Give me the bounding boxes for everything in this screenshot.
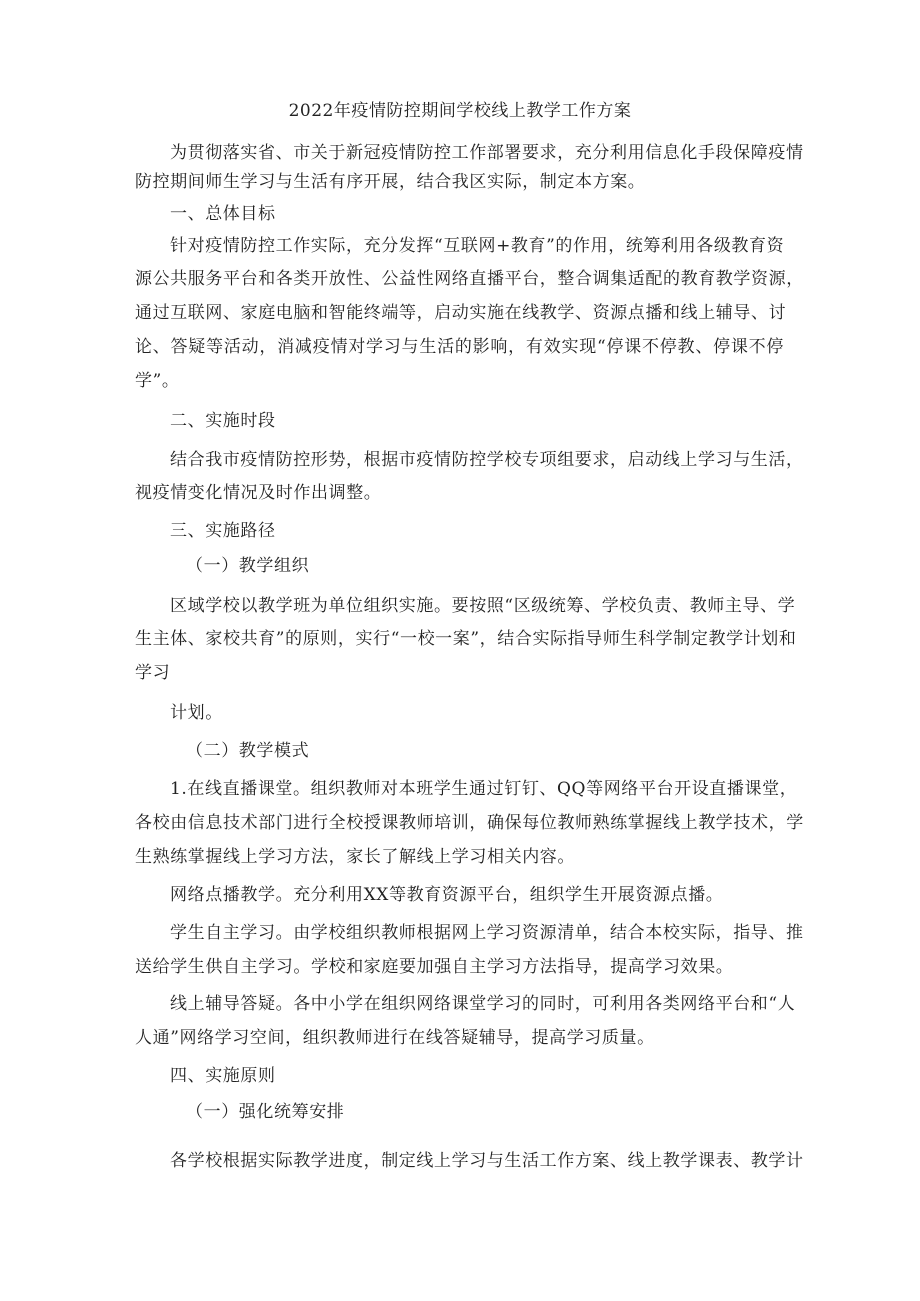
paragraph-line: 线上辅导答疑。各中小学在组织网络课堂学习的同时，可利用各类网络平台和“人 — [170, 994, 796, 1014]
paragraph-line: 网络点播教学。充分利用XX等教育资源平台，组织学生开展资源点播。 — [170, 885, 724, 905]
paragraph-line: 生熟练掌握线上学习方法，家长了解线上学习相关内容。 — [135, 847, 575, 867]
paragraph-line: 各校由信息技术部门进行全校授课教师培训，确保每位教师熟练掌握线上教学技术，学 — [135, 813, 804, 833]
paragraph-line: 学生自主学习。由学校组织教师根据网上学习资源清单，结合本校实际，指导、推 — [170, 923, 804, 943]
subsection-heading-1: （一）教学组织 — [186, 556, 310, 576]
paragraph-line: 人通”网络学习空间，组织教师进行在线答疑辅导，提高学习质量。 — [135, 1028, 655, 1048]
section-heading-2: 二、实施时段 — [170, 411, 276, 431]
paragraph-line: 论、答疑等活动，消减疫情对学习与生活的影响，有效实现“停课不停教、停课不停 — [135, 337, 784, 357]
section-heading-3: 三、实施路径 — [170, 521, 276, 541]
paragraph-line: 针对疫情防控工作实际，充分发挥“互联网+教育”的作用，统筹利用各级教育资 — [170, 236, 785, 256]
paragraph-line: 学习 — [135, 663, 171, 683]
paragraph-line: 通过互联网、家庭电脑和智能终端等，启动实施在线教学、资源点播和线上辅导、讨 — [135, 303, 787, 323]
paragraph-line: 送给学生供自主学习。学校和家庭要加强自主学习方法指导，提高学习效果。 — [135, 957, 734, 977]
paragraph-line: 为贯彻落实省、市关于新冠疫情防控工作部署要求，充分利用信息化手段保障疫情 — [170, 143, 804, 163]
paragraph-line: 结合我市疫情防控形势，根据市疫情防控学校专项组要求，启动线上学习与生活， — [170, 450, 804, 470]
paragraph-line: 防控期间师生学习与生活有序开展，结合我区实际，制定本方案。 — [135, 172, 646, 192]
paragraph-line: 各学校根据实际教学进度，制定线上学习与生活工作方案、线上教学课表、教学计 — [170, 1151, 804, 1171]
paragraph-line: 计划。 — [170, 703, 223, 723]
paragraph-line: 学”。 — [135, 371, 180, 391]
subsection-heading-2: （二）教学模式 — [186, 741, 310, 761]
paragraph-line: 视疫情变化情况及时作出调整。 — [135, 483, 382, 503]
paragraph-line: 区域学校以教学班为单位组织实施。要按照“区级统筹、学校负责、教师主导、学 — [170, 596, 796, 616]
paragraph-line: 1.在线直播课堂。组织教师对本班学生通过钉钉、QQ等网络平台开设直播课堂， — [170, 779, 798, 799]
section-heading-4: 四、实施原则 — [170, 1066, 276, 1086]
paragraph-line: 生主体、家校共育”的原则，实行“一校一案”，结合实际指导师生科学制定教学计划和 — [135, 629, 797, 649]
document-title: 2022年疫情防控期间学校线上教学工作方案 — [288, 101, 632, 121]
paragraph-line: 源公共服务平台和各类开放性、公益性网络直播平台，整合调集适配的教育教学资源， — [135, 269, 804, 289]
subsection-heading-3: （一）强化统筹安排 — [186, 1102, 345, 1122]
section-heading-1: 一、总体目标 — [170, 204, 276, 224]
